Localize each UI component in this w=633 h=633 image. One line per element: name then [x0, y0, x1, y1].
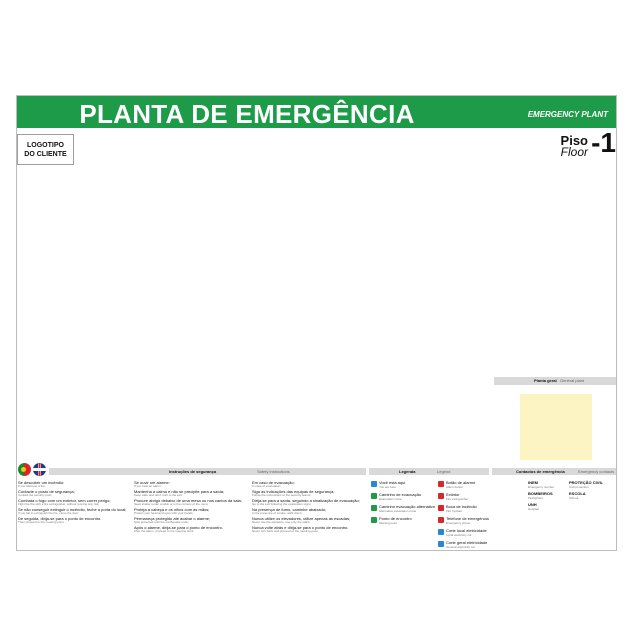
legend-label-translation: Local electricity cut	[446, 533, 472, 537]
instructions-title: Instruções de segurança	[169, 469, 217, 474]
uk-flag-icon	[33, 463, 46, 476]
legend-label-translation: Emergency phone	[446, 521, 471, 525]
emergency-plan-sheet	[16, 95, 617, 551]
instruction-line: Mantenha a calma e não se precipite para a saída;	[134, 489, 225, 494]
instructions-subtitle: Safety instructions	[257, 469, 290, 474]
legend-column-2	[438, 480, 492, 552]
contact-name: INEM	[528, 480, 538, 485]
phone-icon	[438, 517, 444, 523]
legend-label: Corte geral eletricidade	[446, 540, 488, 545]
contact-row	[492, 491, 616, 502]
emergency-contacts	[492, 480, 616, 513]
water-drop-icon	[371, 481, 377, 487]
logo-line-2: DO CLIENTE	[24, 150, 67, 158]
electric-cut-icon	[438, 529, 444, 535]
general-plant-title: Planta geral	[534, 378, 557, 383]
legend-item	[438, 480, 492, 492]
legend-item	[371, 516, 437, 528]
contact-name-translation: Emergency number	[528, 485, 555, 489]
floor-indicator	[546, 127, 616, 161]
legend-item	[438, 528, 492, 540]
legend-item	[371, 480, 437, 492]
evacuation-route-icon	[371, 493, 377, 499]
legend-label: Ponto de encontro	[379, 516, 412, 521]
legend-label-translation: General electricity cut	[446, 545, 475, 549]
legend-column-1	[371, 480, 437, 528]
instruction-line-translation: Never turn back and proceed to the meeting point.	[252, 529, 319, 533]
floor-number: -1	[591, 127, 616, 158]
general-plant-area	[520, 394, 592, 460]
legend-label-translation: You are here	[379, 485, 397, 489]
contact-name-translation: Hospital	[528, 507, 539, 511]
legend-item	[438, 504, 492, 516]
logo-line-1: LOGOTIPO	[27, 141, 64, 149]
instruction-line-translation: Then proceed to the meeting point.	[18, 520, 65, 524]
instructions-evacuation	[252, 480, 367, 534]
contact-name: PROTEÇÃO CIVIL	[569, 480, 604, 485]
legend-label-translation: Fire extinguisher	[446, 497, 469, 501]
general-plant-header	[494, 377, 616, 385]
legend-label-translation: Evacuation route	[379, 497, 402, 501]
alarm-button-icon	[438, 481, 444, 487]
instruction-line-translation: If you discover a fire:	[18, 484, 46, 488]
contact-name: ESCOLA	[569, 491, 586, 496]
legend-label: Telefone de emergência	[446, 516, 489, 521]
instructions-alarm	[134, 480, 249, 534]
instruction-line: Nunca utilize os elevadores, utilize apenas as escadas;	[252, 516, 351, 521]
floor-label-pt: Piso	[560, 133, 588, 148]
instruction-line-translation: Never use the elevators, use only the stairs;	[252, 520, 311, 524]
contact-name: BOMBEIROS	[528, 491, 553, 496]
instruction-line-translation: Follow the instructions of the security teams;	[252, 493, 312, 497]
legend-item	[438, 492, 492, 504]
instruction-line-translation: Seek shelter under a table or in the corners of the room;	[134, 502, 209, 506]
instructions-header	[49, 468, 366, 475]
instruction-line: Em caso de evacuação:	[252, 480, 295, 485]
general-plant-subtitle: General plant	[560, 378, 585, 383]
instruction-line-translation: In the presence of smoke, walk down;	[252, 511, 303, 515]
legend-item	[371, 504, 437, 516]
instruction-line-translation: Go to the exit following the evacuation signs;	[252, 502, 312, 506]
page-title: PLANTA DE EMERGÊNCIA	[79, 99, 415, 129]
legend-header	[369, 468, 489, 475]
instruction-line: Permaneça protegido até acabar o alarme;	[134, 516, 211, 521]
legend-item	[438, 540, 492, 552]
legend-item	[438, 516, 492, 528]
page-subtitle: EMERGENCY PLANT	[527, 110, 608, 119]
legend-label-translation: Alarm button	[446, 485, 464, 489]
contact-name: UNH	[528, 502, 537, 507]
instruction-line: Proteja a cabeça e os olhos com as mãos;	[134, 507, 210, 512]
instruction-line: Se ouvir um alarme:	[134, 480, 170, 485]
legend-label-translation: Fire hydrant	[446, 509, 463, 513]
meeting-point-icon	[371, 517, 377, 523]
legend-label-translation: Meeting point	[379, 521, 398, 525]
alternative-route-icon	[371, 505, 377, 511]
legend-label-translation: Alternative evacuation route	[379, 509, 417, 513]
legend-label: Boca de incêndio	[446, 504, 477, 509]
legend-label: Extintor	[446, 492, 460, 497]
instruction-line: Contacte o posto de segurança;	[18, 489, 75, 494]
contacts-header	[492, 468, 616, 475]
contact-row	[492, 480, 616, 491]
instruction-line: Procure abrigo debaixo de uma mesa ou nos cantos da sala;	[134, 498, 242, 503]
portugal-flag-icon	[18, 463, 31, 476]
legend-label: Corte local eletricidade	[446, 528, 487, 533]
instruction-line: Nunca volte atrás e dirija-se para o ponto de encontro.	[252, 525, 349, 530]
instruction-line: Dirija-se para a saída, seguindo a sinalização de evacuação;	[252, 498, 360, 503]
instruction-line: Siga as indicações das equipas de segurança;	[252, 489, 335, 494]
fire-hose-icon	[438, 505, 444, 511]
legend-label: Você está aqui	[379, 480, 406, 485]
instruction-line-translation: If you hear an alarm:	[134, 484, 162, 488]
instruction-line: Se não conseguir extinguir o incêndio, feche a porta do local;	[18, 507, 127, 512]
floor-label-en: Floor	[560, 145, 588, 159]
language-flags	[18, 463, 48, 477]
instruction-line-translation: Keep calm and don't rush to the exit;	[134, 493, 183, 497]
legend-subtitle: Legend	[437, 469, 451, 474]
instruction-line-translation: In case of evacuation:	[252, 484, 282, 488]
legend-label: Botão de alarme	[446, 480, 476, 485]
instruction-line-translation: Stay protected until the earthquake ends;	[134, 520, 189, 524]
contact-name-translation: Civil protection	[569, 485, 589, 489]
instruction-line-translation: Fight the fire with a fire extinguisher, without running any risk;	[18, 502, 100, 506]
instruction-line-translation: Contact the security post;	[18, 493, 52, 497]
contact-name-translation: School	[569, 496, 579, 500]
instruction-line: Se descobrir um incêndio:	[18, 480, 65, 485]
legend-label: Caminho evacuação alternativo	[379, 504, 436, 509]
contact-row	[492, 502, 616, 513]
instruction-line-translation: After the alarm, proceed to the meeting point.	[134, 529, 195, 533]
legend-title: Legenda	[399, 469, 416, 474]
contacts-title: Contactos de emergência	[516, 469, 565, 474]
instruction-line-translation: Protect your head and eyes with your hands;	[134, 511, 194, 515]
client-logo-placeholder	[17, 134, 74, 165]
contact-name-translation: Firefighters	[528, 496, 544, 500]
instruction-line: De seguida, dirija-se para o ponto de encontro.	[18, 516, 102, 521]
contacts-subtitle: Emergency contacts	[578, 469, 615, 474]
title-banner	[17, 96, 616, 128]
instruction-line: Combata o fogo com um extintor, sem correr perigo;	[18, 498, 111, 503]
instruction-line: Na presença de fumo, caminhe abaixado;	[252, 507, 327, 512]
general-electric-icon	[438, 541, 444, 547]
instruction-line: Após o alarme, dirija-se para o ponto de encontro.	[134, 525, 223, 530]
extinguisher-icon	[438, 493, 444, 499]
legend-item	[371, 492, 437, 504]
instruction-line-translation: If you fail to extinguish the fire, close the door;	[18, 511, 80, 515]
legend-label: Caminho de evacuação	[379, 492, 422, 497]
instructions-fire	[18, 480, 130, 525]
